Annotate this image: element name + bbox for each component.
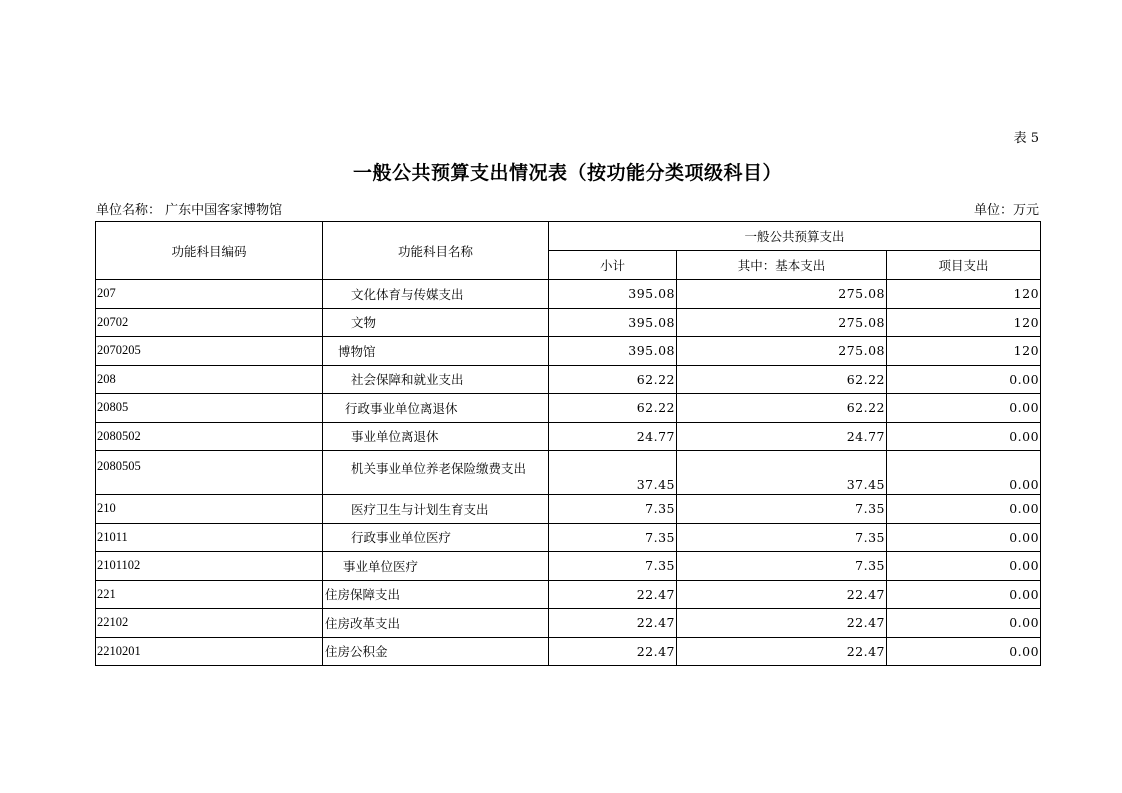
row-basic: 275.08 bbox=[677, 337, 887, 366]
table-row bbox=[96, 365, 1041, 394]
row-project: 120 bbox=[887, 308, 1041, 337]
page-title: 一般公共预算支出情况表（按功能分类项级科目） bbox=[352, 162, 782, 184]
row-name: 事业单位离退休 bbox=[323, 422, 549, 451]
row-basic: 37.45 bbox=[677, 451, 887, 495]
row-basic: 62.22 bbox=[677, 394, 887, 423]
header-basic: 其中：基本支出 bbox=[677, 251, 887, 280]
table-row bbox=[96, 422, 1041, 451]
budget-table bbox=[95, 221, 1041, 666]
row-subtotal: 7.35 bbox=[549, 552, 677, 581]
header-subtotal: 小计 bbox=[549, 251, 677, 280]
row-project: 0.00 bbox=[887, 422, 1041, 451]
row-subtotal: 395.08 bbox=[549, 280, 677, 309]
table-number: 表 5 bbox=[1013, 131, 1039, 146]
row-subtotal: 24.77 bbox=[549, 422, 677, 451]
row-project: 0.00 bbox=[887, 394, 1041, 423]
header-group: 一般公共预算支出 bbox=[549, 222, 1041, 251]
row-project: 0.00 bbox=[887, 580, 1041, 609]
row-subtotal: 395.08 bbox=[549, 308, 677, 337]
row-code: 208 bbox=[96, 365, 323, 394]
table-row bbox=[96, 394, 1041, 423]
row-name: 住房公积金 bbox=[323, 637, 549, 666]
row-project: 120 bbox=[887, 280, 1041, 309]
row-project: 0.00 bbox=[887, 552, 1041, 581]
unit-label: 单位：万元 bbox=[973, 203, 1039, 218]
table-row bbox=[96, 337, 1041, 366]
row-basic: 7.35 bbox=[677, 552, 887, 581]
row-basic: 24.77 bbox=[677, 422, 887, 451]
row-code: 20805 bbox=[96, 394, 323, 423]
table-row bbox=[96, 495, 1041, 524]
header-name: 功能科目名称 bbox=[323, 222, 549, 280]
row-project: 0.00 bbox=[887, 365, 1041, 394]
row-name: 住房保障支出 bbox=[323, 580, 549, 609]
row-project: 120 bbox=[887, 337, 1041, 366]
row-subtotal: 7.35 bbox=[549, 523, 677, 552]
row-basic: 22.47 bbox=[677, 580, 887, 609]
row-code: 2080505 bbox=[96, 451, 323, 495]
row-code: 2080502 bbox=[96, 422, 323, 451]
unit-name: 单位名称： 广东中国客家博物馆 bbox=[96, 203, 283, 218]
row-name: 文化体育与传媒支出 bbox=[323, 280, 549, 309]
row-project: 0.00 bbox=[887, 451, 1041, 495]
table-row bbox=[96, 280, 1041, 309]
row-subtotal: 22.47 bbox=[549, 637, 677, 666]
row-basic: 7.35 bbox=[677, 495, 887, 524]
table-row bbox=[96, 552, 1041, 581]
row-basic: 275.08 bbox=[677, 280, 887, 309]
table-row bbox=[96, 580, 1041, 609]
row-code: 2101102 bbox=[96, 552, 323, 581]
row-name: 博物馆 bbox=[323, 337, 549, 366]
row-name: 行政事业单位医疗 bbox=[323, 523, 549, 552]
row-project: 0.00 bbox=[887, 523, 1041, 552]
header-code: 功能科目编码 bbox=[96, 222, 323, 280]
row-basic: 62.22 bbox=[677, 365, 887, 394]
table-row bbox=[96, 451, 1041, 495]
table-row bbox=[96, 308, 1041, 337]
header-project: 项目支出 bbox=[887, 251, 1041, 280]
row-project: 0.00 bbox=[887, 609, 1041, 638]
table-row bbox=[96, 637, 1041, 666]
row-project: 0.00 bbox=[887, 637, 1041, 666]
row-code: 221 bbox=[96, 580, 323, 609]
row-code: 207 bbox=[96, 280, 323, 309]
row-code: 2210201 bbox=[96, 637, 323, 666]
row-name: 事业单位医疗 bbox=[323, 552, 549, 581]
row-basic: 7.35 bbox=[677, 523, 887, 552]
row-basic: 275.08 bbox=[677, 308, 887, 337]
row-basic: 22.47 bbox=[677, 637, 887, 666]
row-code: 21011 bbox=[96, 523, 323, 552]
table-row bbox=[96, 609, 1041, 638]
row-subtotal: 395.08 bbox=[549, 337, 677, 366]
row-basic: 22.47 bbox=[677, 609, 887, 638]
row-code: 210 bbox=[96, 495, 323, 524]
row-code: 2070205 bbox=[96, 337, 323, 366]
row-project: 0.00 bbox=[887, 495, 1041, 524]
row-name: 行政事业单位离退休 bbox=[323, 394, 549, 423]
row-name: 社会保障和就业支出 bbox=[323, 365, 549, 394]
row-subtotal: 22.47 bbox=[549, 580, 677, 609]
row-name: 文物 bbox=[323, 308, 549, 337]
row-name: 住房改革支出 bbox=[323, 609, 549, 638]
row-subtotal: 22.47 bbox=[549, 609, 677, 638]
row-subtotal: 37.45 bbox=[549, 451, 677, 495]
row-code: 22102 bbox=[96, 609, 323, 638]
row-subtotal: 62.22 bbox=[549, 394, 677, 423]
row-subtotal: 62.22 bbox=[549, 365, 677, 394]
row-name: 机关事业单位养老保险缴费支出 bbox=[323, 451, 549, 495]
row-name: 医疗卫生与计划生育支出 bbox=[323, 495, 549, 524]
table-row bbox=[96, 523, 1041, 552]
row-code: 20702 bbox=[96, 308, 323, 337]
row-subtotal: 7.35 bbox=[549, 495, 677, 524]
